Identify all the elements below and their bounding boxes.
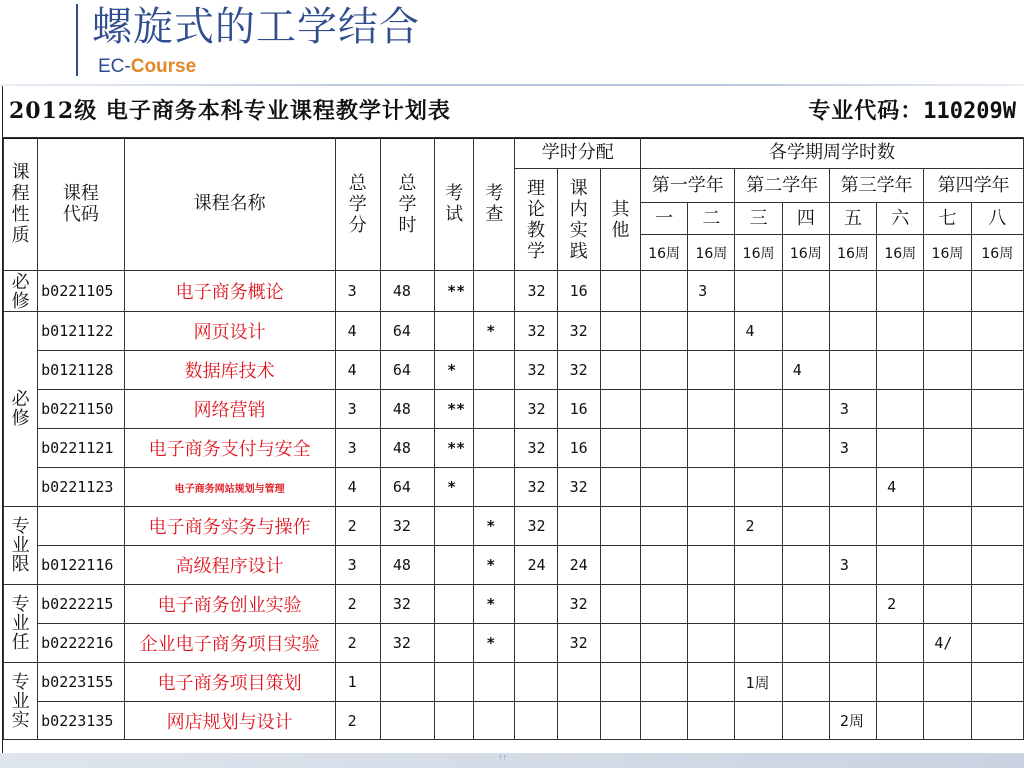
exam-mark — [435, 546, 474, 585]
term-6-hours — [877, 271, 924, 312]
check-mark: * — [474, 546, 515, 585]
credits: 3 — [335, 429, 380, 468]
term-4-hours: 4 — [782, 351, 829, 390]
term-3-hours: 1周 — [735, 663, 782, 702]
credits: 3 — [335, 546, 380, 585]
term-6-hours — [877, 390, 924, 429]
credits: 4 — [335, 468, 380, 507]
other-hours — [600, 702, 640, 740]
exam-mark — [435, 702, 474, 740]
hours: 48 — [380, 429, 434, 468]
term-3-hours — [735, 546, 782, 585]
theory-hours — [515, 624, 557, 663]
credits: 2 — [335, 585, 380, 624]
curriculum-table — [3, 137, 1024, 740]
header-year-3: 第三学年 — [829, 169, 923, 203]
major-code-value: 110209W — [923, 99, 1016, 124]
term-5-hours — [829, 585, 876, 624]
term-4-hours — [782, 663, 829, 702]
exam-mark: ** — [435, 390, 474, 429]
term-5-hours: 3 — [829, 546, 876, 585]
term-6-hours — [877, 624, 924, 663]
course-code: b0122116 — [38, 546, 124, 585]
table-row — [4, 507, 1024, 546]
practice-hours: 24 — [557, 546, 600, 585]
term-7-hours: 4/ — [924, 624, 971, 663]
term-5-hours — [829, 624, 876, 663]
header-term-1: 一 — [641, 203, 688, 235]
header-check: 考查 — [474, 138, 515, 271]
practice-hours — [557, 507, 600, 546]
term-4-hours — [782, 507, 829, 546]
subtitle-prefix: EC- — [98, 56, 131, 77]
other-hours — [600, 468, 640, 507]
term-2-hours — [688, 312, 735, 351]
credits: 3 — [335, 271, 380, 312]
header-course-type: 课程性质 — [4, 138, 38, 271]
exam-mark — [435, 312, 474, 351]
header-practice: 课内实践 — [557, 169, 600, 271]
term-3-hours — [735, 429, 782, 468]
course-code — [38, 507, 124, 546]
term-8-hours — [971, 390, 1023, 429]
theory-hours: 32 — [515, 351, 557, 390]
term-8-hours — [971, 585, 1023, 624]
term-7-hours — [924, 702, 971, 740]
table-row — [4, 351, 1024, 390]
header-total-hours: 总学时 — [380, 138, 434, 271]
title-accent-bar — [76, 4, 78, 76]
practice-hours — [557, 702, 600, 740]
term-4-hours — [782, 585, 829, 624]
term-2-hours — [688, 585, 735, 624]
hours: 48 — [380, 271, 434, 312]
check-mark: * — [474, 507, 515, 546]
term-7-hours — [924, 507, 971, 546]
header-term-8: 八 — [971, 203, 1023, 235]
header-year-2: 第二学年 — [735, 169, 829, 203]
term-2-hours — [688, 546, 735, 585]
other-hours — [600, 429, 640, 468]
course-code: b0221123 — [38, 468, 124, 507]
credits: 1 — [335, 663, 380, 702]
term-2-hours — [688, 390, 735, 429]
exam-mark — [435, 507, 474, 546]
table-row — [4, 585, 1024, 624]
table-row — [4, 702, 1024, 740]
page-marker: ↑↑ — [498, 752, 507, 762]
exam-mark — [435, 663, 474, 702]
hours — [380, 663, 434, 702]
check-mark — [474, 351, 515, 390]
term-2-hours — [688, 507, 735, 546]
term-6-hours: 4 — [877, 468, 924, 507]
practice-hours: 16 — [557, 390, 600, 429]
sheet-header — [3, 86, 1024, 139]
check-mark: * — [474, 312, 515, 351]
term-3-hours — [735, 271, 782, 312]
term-8-hours — [971, 507, 1023, 546]
header-year-1: 第一学年 — [641, 169, 735, 203]
course-name: 数据库技术 — [124, 351, 335, 390]
practice-hours: 16 — [557, 271, 600, 312]
header-weeks-5: 16周 — [829, 235, 876, 271]
term-7-hours — [924, 468, 971, 507]
term-1-hours — [641, 546, 688, 585]
header-weeks-7: 16周 — [924, 235, 971, 271]
hours: 48 — [380, 546, 434, 585]
hours: 64 — [380, 312, 434, 351]
term-6-hours — [877, 702, 924, 740]
term-5-hours: 3 — [829, 390, 876, 429]
category-required-top: 必修 — [4, 271, 38, 312]
term-1-hours — [641, 390, 688, 429]
term-7-hours — [924, 271, 971, 312]
term-3-hours — [735, 702, 782, 740]
term-4-hours — [782, 271, 829, 312]
check-mark: * — [474, 585, 515, 624]
table-row — [4, 624, 1024, 663]
term-5-hours — [829, 351, 876, 390]
table-row — [4, 429, 1024, 468]
check-mark — [474, 390, 515, 429]
header-weeks-1: 16周 — [641, 235, 688, 271]
practice-hours: 32 — [557, 624, 600, 663]
practice-hours: 32 — [557, 468, 600, 507]
other-hours — [600, 624, 640, 663]
exam-mark — [435, 624, 474, 663]
check-mark — [474, 663, 515, 702]
other-hours — [600, 663, 640, 702]
header-weeks-2: 16周 — [688, 235, 735, 271]
practice-hours: 32 — [557, 312, 600, 351]
course-code: b0221121 — [38, 429, 124, 468]
header-course-code: 课程代码 — [38, 138, 124, 271]
term-8-hours — [971, 624, 1023, 663]
term-2-hours — [688, 468, 735, 507]
table-row — [4, 312, 1024, 351]
term-1-hours — [641, 585, 688, 624]
exam-mark: ** — [435, 271, 474, 312]
term-8-hours — [971, 663, 1023, 702]
table-row — [4, 663, 1024, 702]
header-other: 其他 — [600, 169, 640, 271]
term-3-hours — [735, 624, 782, 663]
header-term-4: 四 — [782, 203, 829, 235]
exam-mark: * — [435, 351, 474, 390]
header-exam: 考试 — [435, 138, 474, 271]
term-1-hours — [641, 663, 688, 702]
slide-subtitle — [98, 55, 196, 79]
term-1-hours — [641, 271, 688, 312]
term-7-hours — [924, 429, 971, 468]
header-weekly-hours: 各学期周学时数 — [641, 138, 1024, 169]
term-1-hours — [641, 468, 688, 507]
theory-hours: 24 — [515, 546, 557, 585]
term-5-hours — [829, 312, 876, 351]
term-7-hours — [924, 351, 971, 390]
course-name: 电子商务网站规划与管理 — [124, 468, 335, 507]
term-2-hours — [688, 429, 735, 468]
term-3-hours: 4 — [735, 312, 782, 351]
table-row — [4, 271, 1024, 312]
other-hours — [600, 507, 640, 546]
term-8-hours — [971, 271, 1023, 312]
theory-hours: 32 — [515, 312, 557, 351]
term-8-hours — [971, 312, 1023, 351]
credits: 3 — [335, 390, 380, 429]
hours: 64 — [380, 468, 434, 507]
theory-hours: 32 — [515, 271, 557, 312]
hours: 64 — [380, 351, 434, 390]
practice-hours: 16 — [557, 429, 600, 468]
other-hours — [600, 351, 640, 390]
slide-title: 螺旋式的工学结合 — [92, 4, 420, 50]
credits: 4 — [335, 312, 380, 351]
header-term-7: 七 — [924, 203, 971, 235]
header-term-5: 五 — [829, 203, 876, 235]
theory-hours: 32 — [515, 468, 557, 507]
table-row — [4, 546, 1024, 585]
term-7-hours — [924, 585, 971, 624]
course-name: 电子商务创业实验 — [124, 585, 335, 624]
other-hours — [600, 312, 640, 351]
header-total-credits: 总学分 — [335, 138, 380, 271]
term-6-hours — [877, 351, 924, 390]
term-2-hours — [688, 624, 735, 663]
header-year-4: 第四学年 — [924, 169, 1024, 203]
term-8-hours — [971, 546, 1023, 585]
course-name: 高级程序设计 — [124, 546, 335, 585]
category-elective: 专业任 — [4, 585, 38, 663]
term-2-hours — [688, 702, 735, 740]
category-restricted: 专业限 — [4, 507, 38, 585]
table-row — [4, 390, 1024, 429]
course-name: 企业电子商务项目实验 — [124, 624, 335, 663]
theory-hours — [515, 702, 557, 740]
term-1-hours — [641, 312, 688, 351]
slide-header — [0, 0, 1024, 84]
term-6-hours — [877, 507, 924, 546]
term-8-hours — [971, 429, 1023, 468]
term-2-hours — [688, 351, 735, 390]
hours — [380, 702, 434, 740]
table-row — [4, 468, 1024, 507]
term-1-hours — [641, 429, 688, 468]
credits: 2 — [335, 702, 380, 740]
exam-mark: ** — [435, 429, 474, 468]
course-rows — [4, 271, 1024, 740]
term-4-hours — [782, 312, 829, 351]
hours: 32 — [380, 585, 434, 624]
footer-band — [0, 753, 1024, 768]
term-5-hours — [829, 663, 876, 702]
term-3-hours — [735, 585, 782, 624]
credits: 2 — [335, 624, 380, 663]
term-5-hours — [829, 468, 876, 507]
header-term-3: 三 — [735, 203, 782, 235]
theory-hours: 32 — [515, 390, 557, 429]
term-6-hours — [877, 546, 924, 585]
course-code: b0221150 — [38, 390, 124, 429]
theory-hours — [515, 663, 557, 702]
other-hours — [600, 390, 640, 429]
hours: 48 — [380, 390, 434, 429]
term-6-hours: 2 — [877, 585, 924, 624]
course-code: b0221105 — [38, 271, 124, 312]
term-7-hours — [924, 546, 971, 585]
course-code: b0222215 — [38, 585, 124, 624]
exam-mark — [435, 585, 474, 624]
term-7-hours — [924, 312, 971, 351]
category-practice: 专业实 — [4, 663, 38, 740]
subtitle-accent: Course — [130, 56, 197, 77]
term-5-hours: 2周 — [829, 702, 876, 740]
term-7-hours — [924, 390, 971, 429]
major-code-label: 专业代码： — [808, 98, 924, 124]
course-name: 电子商务概论 — [124, 271, 335, 312]
term-4-hours — [782, 624, 829, 663]
term-1-hours — [641, 624, 688, 663]
theory-hours: 32 — [515, 429, 557, 468]
course-code: b0121122 — [38, 312, 124, 351]
category-required: 必修 — [4, 312, 38, 507]
credits: 2 — [335, 507, 380, 546]
check-mark — [474, 429, 515, 468]
course-name: 电子商务项目策划 — [124, 663, 335, 702]
course-code: b0223155 — [38, 663, 124, 702]
course-name: 网店规划与设计 — [124, 702, 335, 740]
term-3-hours — [735, 351, 782, 390]
check-mark: * — [474, 624, 515, 663]
course-name: 电子商务实务与操作 — [124, 507, 335, 546]
term-5-hours: 3 — [829, 429, 876, 468]
practice-hours: 32 — [557, 585, 600, 624]
term-4-hours — [782, 546, 829, 585]
term-6-hours — [877, 312, 924, 351]
header-course-name: 课程名称 — [124, 138, 335, 271]
hours: 32 — [380, 507, 434, 546]
term-6-hours — [877, 429, 924, 468]
header-term-6: 六 — [877, 203, 924, 235]
other-hours — [600, 585, 640, 624]
header-weeks-8: 16周 — [971, 235, 1023, 271]
course-name: 电子商务支付与安全 — [124, 429, 335, 468]
term-8-hours — [971, 702, 1023, 740]
other-hours — [600, 546, 640, 585]
practice-hours: 32 — [557, 351, 600, 390]
curriculum-sheet — [2, 86, 1024, 753]
other-hours — [600, 271, 640, 312]
header-hours-split: 学时分配 — [515, 138, 641, 169]
exam-mark: * — [435, 468, 474, 507]
term-2-hours: 3 — [688, 271, 735, 312]
header-term-2: 二 — [688, 203, 735, 235]
term-8-hours — [971, 351, 1023, 390]
term-8-hours — [971, 468, 1023, 507]
check-mark — [474, 702, 515, 740]
check-mark — [474, 468, 515, 507]
term-4-hours — [782, 429, 829, 468]
course-code: b0121128 — [38, 351, 124, 390]
major-code — [808, 94, 1016, 125]
theory-hours: 32 — [515, 507, 557, 546]
theory-hours — [515, 585, 557, 624]
term-2-hours — [688, 663, 735, 702]
term-4-hours — [782, 390, 829, 429]
term-5-hours — [829, 507, 876, 546]
term-6-hours — [877, 663, 924, 702]
credits: 4 — [335, 351, 380, 390]
sheet-title: 2012级 电子商务本科专业课程教学计划表 — [9, 98, 451, 124]
term-3-hours — [735, 468, 782, 507]
term-1-hours — [641, 351, 688, 390]
practice-hours — [557, 663, 600, 702]
course-code: b0223135 — [38, 702, 124, 740]
term-3-hours: 2 — [735, 507, 782, 546]
course-code: b0222216 — [38, 624, 124, 663]
header-weeks-3: 16周 — [735, 235, 782, 271]
check-mark — [474, 271, 515, 312]
term-4-hours — [782, 468, 829, 507]
term-1-hours — [641, 702, 688, 740]
term-5-hours — [829, 271, 876, 312]
term-1-hours — [641, 507, 688, 546]
header-weeks-4: 16周 — [782, 235, 829, 271]
course-name: 网络营销 — [124, 390, 335, 429]
term-7-hours — [924, 663, 971, 702]
header-weeks-6: 16周 — [877, 235, 924, 271]
term-3-hours — [735, 390, 782, 429]
term-4-hours — [782, 702, 829, 740]
hours: 32 — [380, 624, 434, 663]
header-theory: 理论教学 — [515, 169, 557, 271]
course-name: 网页设计 — [124, 312, 335, 351]
